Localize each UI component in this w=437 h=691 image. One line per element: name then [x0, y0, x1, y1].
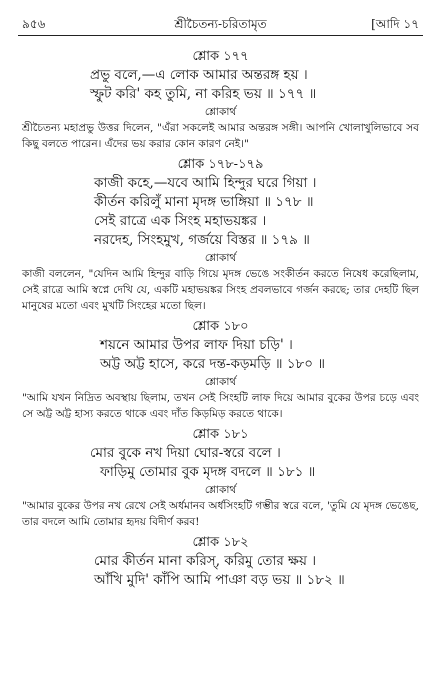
verse-line: ফাড়িমু তোমার বুক মৃদঙ্গ বদলে ॥ ১৮১ ॥: [100, 464, 316, 480]
header-rule: [18, 35, 423, 36]
verse-heading: শ্লোক ১৭৭: [192, 49, 249, 64]
verse-line: স্ফুট করি' কহ তুমি, না করিহ ভয় ॥ ১৭৭ ॥: [90, 86, 317, 102]
verse-line: শয়নে আমার উপর লাফ দিয়া চড়ি' ।: [100, 337, 293, 353]
book-title: শ্রীচৈতন্য-চরিতামৃত: [174, 17, 267, 31]
verse-block: [22, 318, 419, 422]
translation-text: "আমি যখন নিদ্রিত অবস্থায় ছিলাম, তখন সেই সিংহটি লাফ দিয়ে আমার বুকের উপর চড়ে এবং সে অট্ট অট্ট হাস্য করতে থাকে এবং দাঁত কিড়মিড় করতে থাকে।: [22, 392, 419, 420]
translation-heading: শ্লোকার্থ: [204, 106, 237, 118]
verse-heading: শ্লোক ১৮২: [192, 535, 249, 550]
verse-heading: শ্লোক ১৮০: [192, 319, 249, 334]
verse-line: সেই রাত্রে এক সিংহ মহাভয়ঙ্কর ।: [94, 213, 267, 229]
verse-line: অট্ট অট্ট হাসে, করে দন্ত-কড়মড়ি ॥ ১৮০ ॥: [100, 356, 325, 372]
section-label: [আদি ১৭: [371, 17, 419, 31]
translation-text: শ্রীচৈতন্য মহাপ্রভু উত্তর দিলেন, "এঁরা সকলেই আমার অন্তরঙ্গ সঙ্গী। আপনি খোলাখুলিভাবে সব কিছু বলতে পারেন। এঁদের ভয় করার কোন কারণ নেই।": [22, 122, 419, 150]
page-number: ৯৫৬: [22, 17, 46, 31]
verse-block: [22, 48, 419, 152]
verse-line: মোর কীর্তন মানা করিস্‌, করিমু তোর ক্ষয় ।: [94, 553, 317, 569]
page-header: [22, 16, 419, 34]
verse-line: আঁখি মুদি' কাঁপি আমি পাঞা বড় ভয় ॥ ১৮২ ॥: [94, 572, 345, 588]
page-content: [22, 46, 419, 590]
verse-heading: শ্লোক ১৭৮-১৭৯: [177, 157, 264, 172]
verse-block: [22, 534, 419, 590]
verse-heading: শ্লোক ১৮১: [192, 427, 249, 442]
translation-heading: শ্লোকার্থ: [204, 484, 237, 496]
translation-heading: শ্লোকার্থ: [204, 252, 237, 264]
verse-line: মোর বুকে নখ দিয়া ঘোর-স্বরে বলে ।: [90, 445, 281, 461]
verse-line: কাজী কহে,—যবে আমি হিন্দুর ঘরে গিয়া ।: [94, 175, 317, 191]
verse-line: কীর্তন করিলুঁ মানা মৃদঙ্গ ভাঙ্গিয়া ॥ ১৭৮ ॥: [94, 194, 314, 210]
translation-heading: শ্লোকার্থ: [204, 376, 237, 388]
translation-text: "আমার বুকের উপর নখ রেখে সেই অর্ধমানব অর্ধসিংহটি গম্ভীর স্বরে বলে, 'তুমি যে মৃদঙ্গ ভেঙেছ, তার বদলে আমি তোমার হৃদয় বিদীর্ণ করব!: [22, 500, 419, 528]
verse-line: প্রভু বলে,—এ লোক আমার অন্তরঙ্গ হয় ।: [90, 67, 308, 83]
verse-line: নরদেহ, সিংহমুখ, গর্জয়ে বিস্তর ॥ ১৭৯ ॥: [94, 232, 310, 248]
verse-block: [22, 156, 419, 314]
translation-text: কাজী বললেন, "যেদিন আমি হিন্দুর বাড়ি গিয়ে মৃদঙ্গ ভেঙে সংকীর্তন করতে নিষেধ করেছিলাম, সেই রাত্রে আমি স্বপ্নে দেখি যে, একটি মহাভয়ঙ্কর সিংহ প্রবলভাবে গর্জন করছে; তার দেহটি ছিল মানুষের মতো এবং মুখটি সিংহের মতো ছিল।: [22, 268, 419, 312]
verse-block: [22, 426, 419, 530]
